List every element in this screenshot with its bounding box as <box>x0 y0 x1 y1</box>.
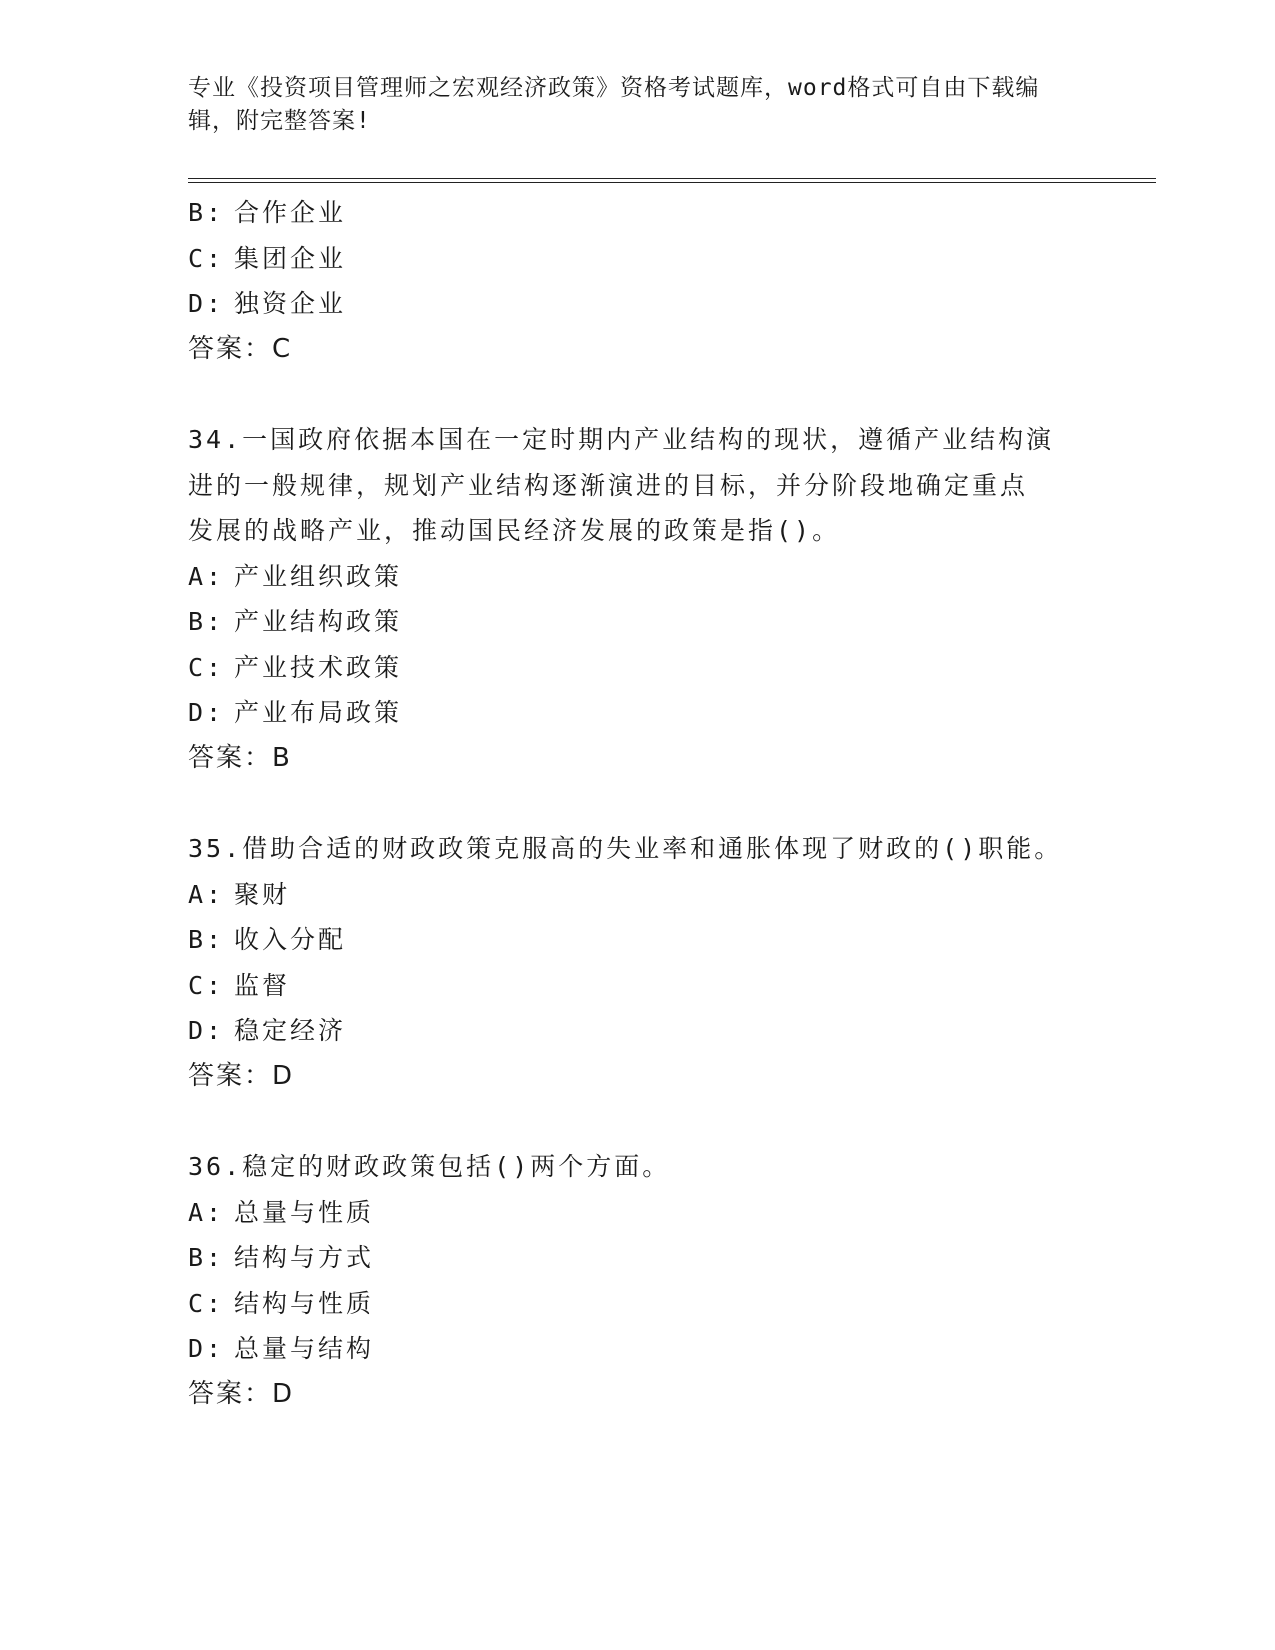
question-stem <box>188 826 1088 872</box>
option-d <box>188 1008 1088 1054</box>
option-text: 聚财 <box>234 879 291 909</box>
question-35 <box>188 826 1088 1099</box>
option-key: D: <box>188 698 225 727</box>
option-c <box>188 236 1088 282</box>
option-c <box>188 645 1088 691</box>
option-text: 产业组织政策 <box>234 561 403 591</box>
header-divider <box>188 178 1156 183</box>
option-text: 产业技术政策 <box>234 652 403 682</box>
answer-line: 答案：B <box>188 742 292 773</box>
option-text: 集团企业 <box>234 243 347 273</box>
answer-line: 答案：D <box>188 1378 295 1409</box>
option-key: A: <box>188 561 225 591</box>
question-stem <box>188 417 1088 554</box>
option-text: 稳定经济 <box>234 1016 347 1045</box>
option-text: 独资企业 <box>234 289 347 318</box>
option-text: 结构与性质 <box>234 1288 375 1318</box>
option-key: D: <box>188 1016 225 1045</box>
option-key: B: <box>188 925 225 954</box>
option-d <box>188 281 1088 327</box>
page-header <box>188 72 1088 138</box>
option-key: C: <box>188 652 225 682</box>
option-key: B: <box>188 198 225 227</box>
option-text: 结构与方式 <box>234 1243 375 1272</box>
option-a <box>188 1190 1088 1236</box>
option-a <box>188 872 1088 918</box>
stem-line: 发展的战略产业，推动国民经济发展的政策是指()。 <box>188 516 841 545</box>
answer-line: 答案：D <box>188 1060 295 1091</box>
option-b <box>188 1235 1088 1281</box>
option-key: C: <box>188 1288 225 1318</box>
option-c <box>188 963 1088 1009</box>
option-key: D: <box>188 1334 225 1363</box>
question-36 <box>188 1144 1088 1417</box>
option-text: 产业布局政策 <box>234 698 403 727</box>
question-stem <box>188 1144 1088 1190</box>
option-text: 总量与性质 <box>234 1197 375 1227</box>
stem-line: 36.稳定的财政政策包括()两个方面。 <box>188 1152 671 1181</box>
option-text: 收入分配 <box>234 925 347 954</box>
option-d <box>188 1326 1088 1372</box>
option-c <box>188 1281 1088 1327</box>
option-key: D: <box>188 289 225 318</box>
option-key: A: <box>188 1197 225 1227</box>
option-key: C: <box>188 970 225 1000</box>
question-34 <box>188 417 1088 781</box>
option-d <box>188 690 1088 736</box>
question-list <box>188 190 1088 1462</box>
header-line-1: 专业《投资项目管理师之宏观经济政策》资格考试题库，word格式可自由下载编 <box>188 75 1040 101</box>
stem-line: 35.借助合适的财政政策克服高的失业率和通胀体现了财政的()职能。 <box>188 834 1063 863</box>
option-text: 合作企业 <box>234 198 347 227</box>
question-33-continued <box>188 190 1088 372</box>
stem-line: 34.一国政府依据本国在一定时期内产业结构的现状，遵循产业结构演 <box>188 425 1055 454</box>
option-b <box>188 599 1088 645</box>
answer-line: 答案：C <box>188 333 293 364</box>
option-key: C: <box>188 243 225 273</box>
option-text: 产业结构政策 <box>234 607 403 636</box>
option-b <box>188 917 1088 963</box>
option-text: 总量与结构 <box>234 1334 375 1363</box>
option-key: B: <box>188 607 225 636</box>
option-key: A: <box>188 879 225 909</box>
stem-line: 进的一般规律，规划产业结构逐渐演进的目标，并分阶段地确定重点 <box>188 470 1029 500</box>
option-text: 监督 <box>234 970 291 1000</box>
option-b <box>188 190 1088 236</box>
option-a <box>188 554 1088 600</box>
option-key: B: <box>188 1243 225 1272</box>
header-line-2: 辑，附完整答案! <box>188 108 371 134</box>
